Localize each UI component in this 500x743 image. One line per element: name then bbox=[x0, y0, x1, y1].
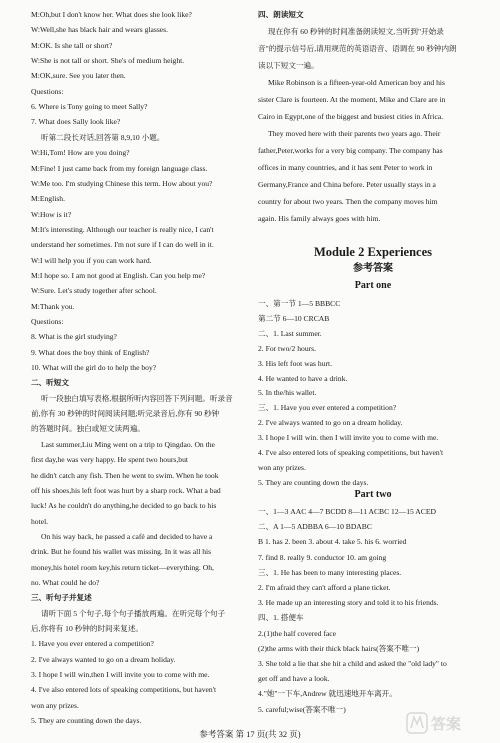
part-two-title: Part two bbox=[354, 489, 392, 500]
part_two-line: 四、1. 搭便车 bbox=[258, 613, 304, 622]
part_one-line: 5. In the/his wallet. bbox=[258, 388, 317, 397]
left-line: Questions: bbox=[31, 87, 64, 96]
left-line: M:Oh,but I don't know her. What does she look like? bbox=[31, 10, 192, 19]
left-line: W:Me too. I'm studying Chinese this term. How about you? bbox=[31, 179, 213, 188]
left-line: no. What could he do? bbox=[31, 578, 100, 587]
left-line: M:OK,sure. See you later then. bbox=[31, 71, 126, 80]
left-line: 1. Have you ever entered a competition? bbox=[31, 639, 154, 648]
part_one-line: 5. They are counting down the days. bbox=[258, 478, 369, 487]
left-line: M:I hope so. I am not good at English. Can you help me? bbox=[31, 271, 206, 280]
left-line: 听第二段长对话,回答第 8,9,10 小题。 bbox=[41, 133, 165, 142]
part_two-line: 4."她"一下车,Andrew 就迅速地开车离开。 bbox=[258, 689, 397, 698]
part_two-line: 7. find 8. really 9. conductor 10. am going bbox=[258, 553, 387, 562]
left-line: he didn't catch any fish. Then he went to swim. When he took bbox=[31, 471, 219, 480]
right_top-line: 现在你有 60 秒钟的时间准备朗读短文,当听到"开始录 bbox=[268, 27, 444, 36]
right_top-line: 读以下短文一遍。 bbox=[258, 61, 319, 70]
left-line: drink. But he found his wallet was missing. In it was all his bbox=[31, 547, 212, 556]
right_top-line: 音"的提示信号后,请用规范的英语语音、语调在 90 秒钟内朗 bbox=[258, 44, 457, 53]
right_top-line: offices in many countries, and it has sent Peter to work in bbox=[258, 163, 433, 172]
part_two-line: get off and have a look. bbox=[258, 674, 330, 683]
left-line: 前,你有 30 秒钟的时间阅读问题;听完录音后,你有 90 秒钟 bbox=[31, 409, 220, 418]
part_one-line: won any prizes. bbox=[258, 463, 306, 472]
left-line: 的答题时间。独白或短文读两遍。 bbox=[31, 424, 145, 433]
left-line: M:English. bbox=[31, 194, 65, 203]
part_one-line: 3. His left foot was hurt. bbox=[258, 359, 333, 368]
left-line: M:Fine! I just came back from my foreign language class. bbox=[31, 164, 208, 173]
left-line: M:It's interesting. Although our teacher is really nice, I can't bbox=[31, 225, 214, 234]
left-line: 后,你将有 10 秒钟的时间来复述。 bbox=[31, 624, 144, 633]
left-line: 9. What does the boy think of English? bbox=[31, 348, 150, 357]
part_one-line: 二、1. Last summer. bbox=[258, 329, 322, 338]
left-line: money,his hotel room key,his return ticket—everything. Oh, bbox=[31, 563, 214, 572]
left-line: M:Thank you. bbox=[31, 302, 75, 311]
left-line: 7. What does Sally look like? bbox=[31, 117, 121, 126]
svg-text:答案: 答案 bbox=[431, 715, 462, 733]
left-line: 听一段独白填写表格,根据所听内容回答下列问题。听录音 bbox=[41, 394, 233, 403]
left-line: 8. What is the girl studying? bbox=[31, 332, 117, 341]
right_top-line: Mike Robinson is a fifteen-year-old American boy and his bbox=[268, 78, 445, 87]
left-line: 5. They are counting down the days. bbox=[31, 716, 142, 725]
right_top-line: They moved here with their parents two years ago. Their bbox=[268, 129, 441, 138]
left-line: W:She is not tall or short. She's of medium height. bbox=[31, 56, 185, 65]
module-title: Module 2 Experiences bbox=[313, 245, 433, 259]
part_one-line: 2. I've always wanted to go on a dream holiday. bbox=[258, 418, 403, 427]
part_two-line: 3. He made up an interesting story and told it to his friends. bbox=[258, 598, 439, 607]
answer-key-title: 参考答案 bbox=[353, 263, 393, 274]
left-line: W:I will help you if you can work hard. bbox=[31, 256, 152, 265]
left-line: W:Sure. Let's study together after school. bbox=[31, 286, 157, 295]
right_top-line: 四、朗读短文 bbox=[258, 10, 304, 19]
left-line: first day,he was very happy. He spent two hours,but bbox=[31, 455, 188, 464]
left-line: understand her sometimes. I'm not sure if I can do well in it. bbox=[31, 240, 214, 249]
left-line: W:Well,she has black hair and wears glasses. bbox=[31, 25, 169, 34]
left-line: W:Hi,Tom! How are you doing? bbox=[31, 148, 130, 157]
right_top-line: country for about two years. Then the company moves him bbox=[258, 197, 438, 206]
right_top-line: Germany,France and China before. Peter usually stays in a bbox=[258, 180, 436, 189]
part-one-title: Part one bbox=[354, 280, 392, 291]
left-line: 2. I've always wanted to go on a dream holiday. bbox=[31, 655, 176, 664]
left-line: 请听下面 5 个句子,每个句子播放两遍。在听完每个句子 bbox=[41, 609, 226, 618]
part_two-line: B 1. has 2. been 3. about 4. take 5. his 6. worried bbox=[258, 537, 407, 546]
left-line: off his shoes,his left foot was hurt by a sharp rock. What a bad bbox=[31, 486, 221, 495]
left-line: Last summer,Liu Ming went on a trip to Qingdao. On the bbox=[41, 440, 215, 449]
part_two-line: 三、1. He has been to many interesting places. bbox=[258, 568, 402, 577]
left-line: luck! As he couldn't do anything,he decided to go back to his bbox=[31, 501, 217, 510]
part_one-line: 2. For two/2 hours. bbox=[258, 344, 317, 353]
right_top-line: father,Peter,works for a very big company. The company has bbox=[258, 146, 443, 155]
left-line: 6. Where is Tony going to meet Sally? bbox=[31, 102, 148, 111]
part_one-line: 第二节 6—10 CRCAB bbox=[258, 314, 330, 323]
part_two-line: 5. careful;wise(答案不唯一) bbox=[258, 705, 346, 714]
part_two-line: (2)the arms with their thick black hairs(答案不唯一) bbox=[258, 644, 420, 653]
right_top-line: sister Clare is fourteen. At the moment, Mike and Clare are in bbox=[258, 95, 446, 104]
left-line: Questions: bbox=[31, 317, 64, 326]
part_one-line: 3. I hope I will win. then I will invite you to come with me. bbox=[258, 433, 439, 442]
left-line: hotel. bbox=[31, 517, 49, 526]
right_top-line: again. His family always goes with him. bbox=[258, 214, 381, 223]
left-line: W:How is it? bbox=[31, 210, 72, 219]
right_top-line: Cairo in Egypt,one of the biggest and busiest cities in Africa. bbox=[258, 112, 444, 121]
part_two-line: 一、1—3 AAC 4—7 BCDD 8—11 ACBC 12—15 ACED bbox=[258, 507, 436, 516]
left-line: 3. I hope I will win,then I will invite you to come with me. bbox=[31, 670, 210, 679]
part_one-line: 一、第一节 1—5 BBBCC bbox=[258, 299, 341, 308]
left-line: 4. I've also entered lots of speaking competitions, but haven't bbox=[31, 685, 217, 694]
page-footer: 参考答案 第 17 页(共 32 页) bbox=[199, 729, 301, 739]
part_two-line: 3. She told a lie that she hit a child and asked the "old lady" to bbox=[258, 659, 447, 668]
part_one-line: 4. He wanted to have a drink. bbox=[258, 374, 348, 383]
part_one-line: 4. I've also entered lots of speaking competitions, but haven't bbox=[258, 448, 444, 457]
part_two-line: 2. I'm afraid they can't afford a plane ticket. bbox=[258, 583, 391, 592]
left-line: 三、听句子并复述 bbox=[31, 593, 92, 602]
left-line: won any prizes. bbox=[31, 701, 79, 710]
part_two-line: 二、A 1—5 ADBBA 6—10 BDABC bbox=[258, 522, 372, 531]
left-line: 二、听短文 bbox=[31, 378, 69, 387]
left-line: On his way back, he passed a café and decided to have a bbox=[41, 532, 213, 541]
part_two-line: 2.(1)the half covered face bbox=[258, 629, 336, 638]
left-line: M:OK. Is she tall or short? bbox=[31, 41, 113, 50]
left-line: 10. What will the girl do to help the boy? bbox=[31, 363, 157, 372]
part_one-line: 三、1. Have you ever entered a competition? bbox=[258, 403, 397, 412]
